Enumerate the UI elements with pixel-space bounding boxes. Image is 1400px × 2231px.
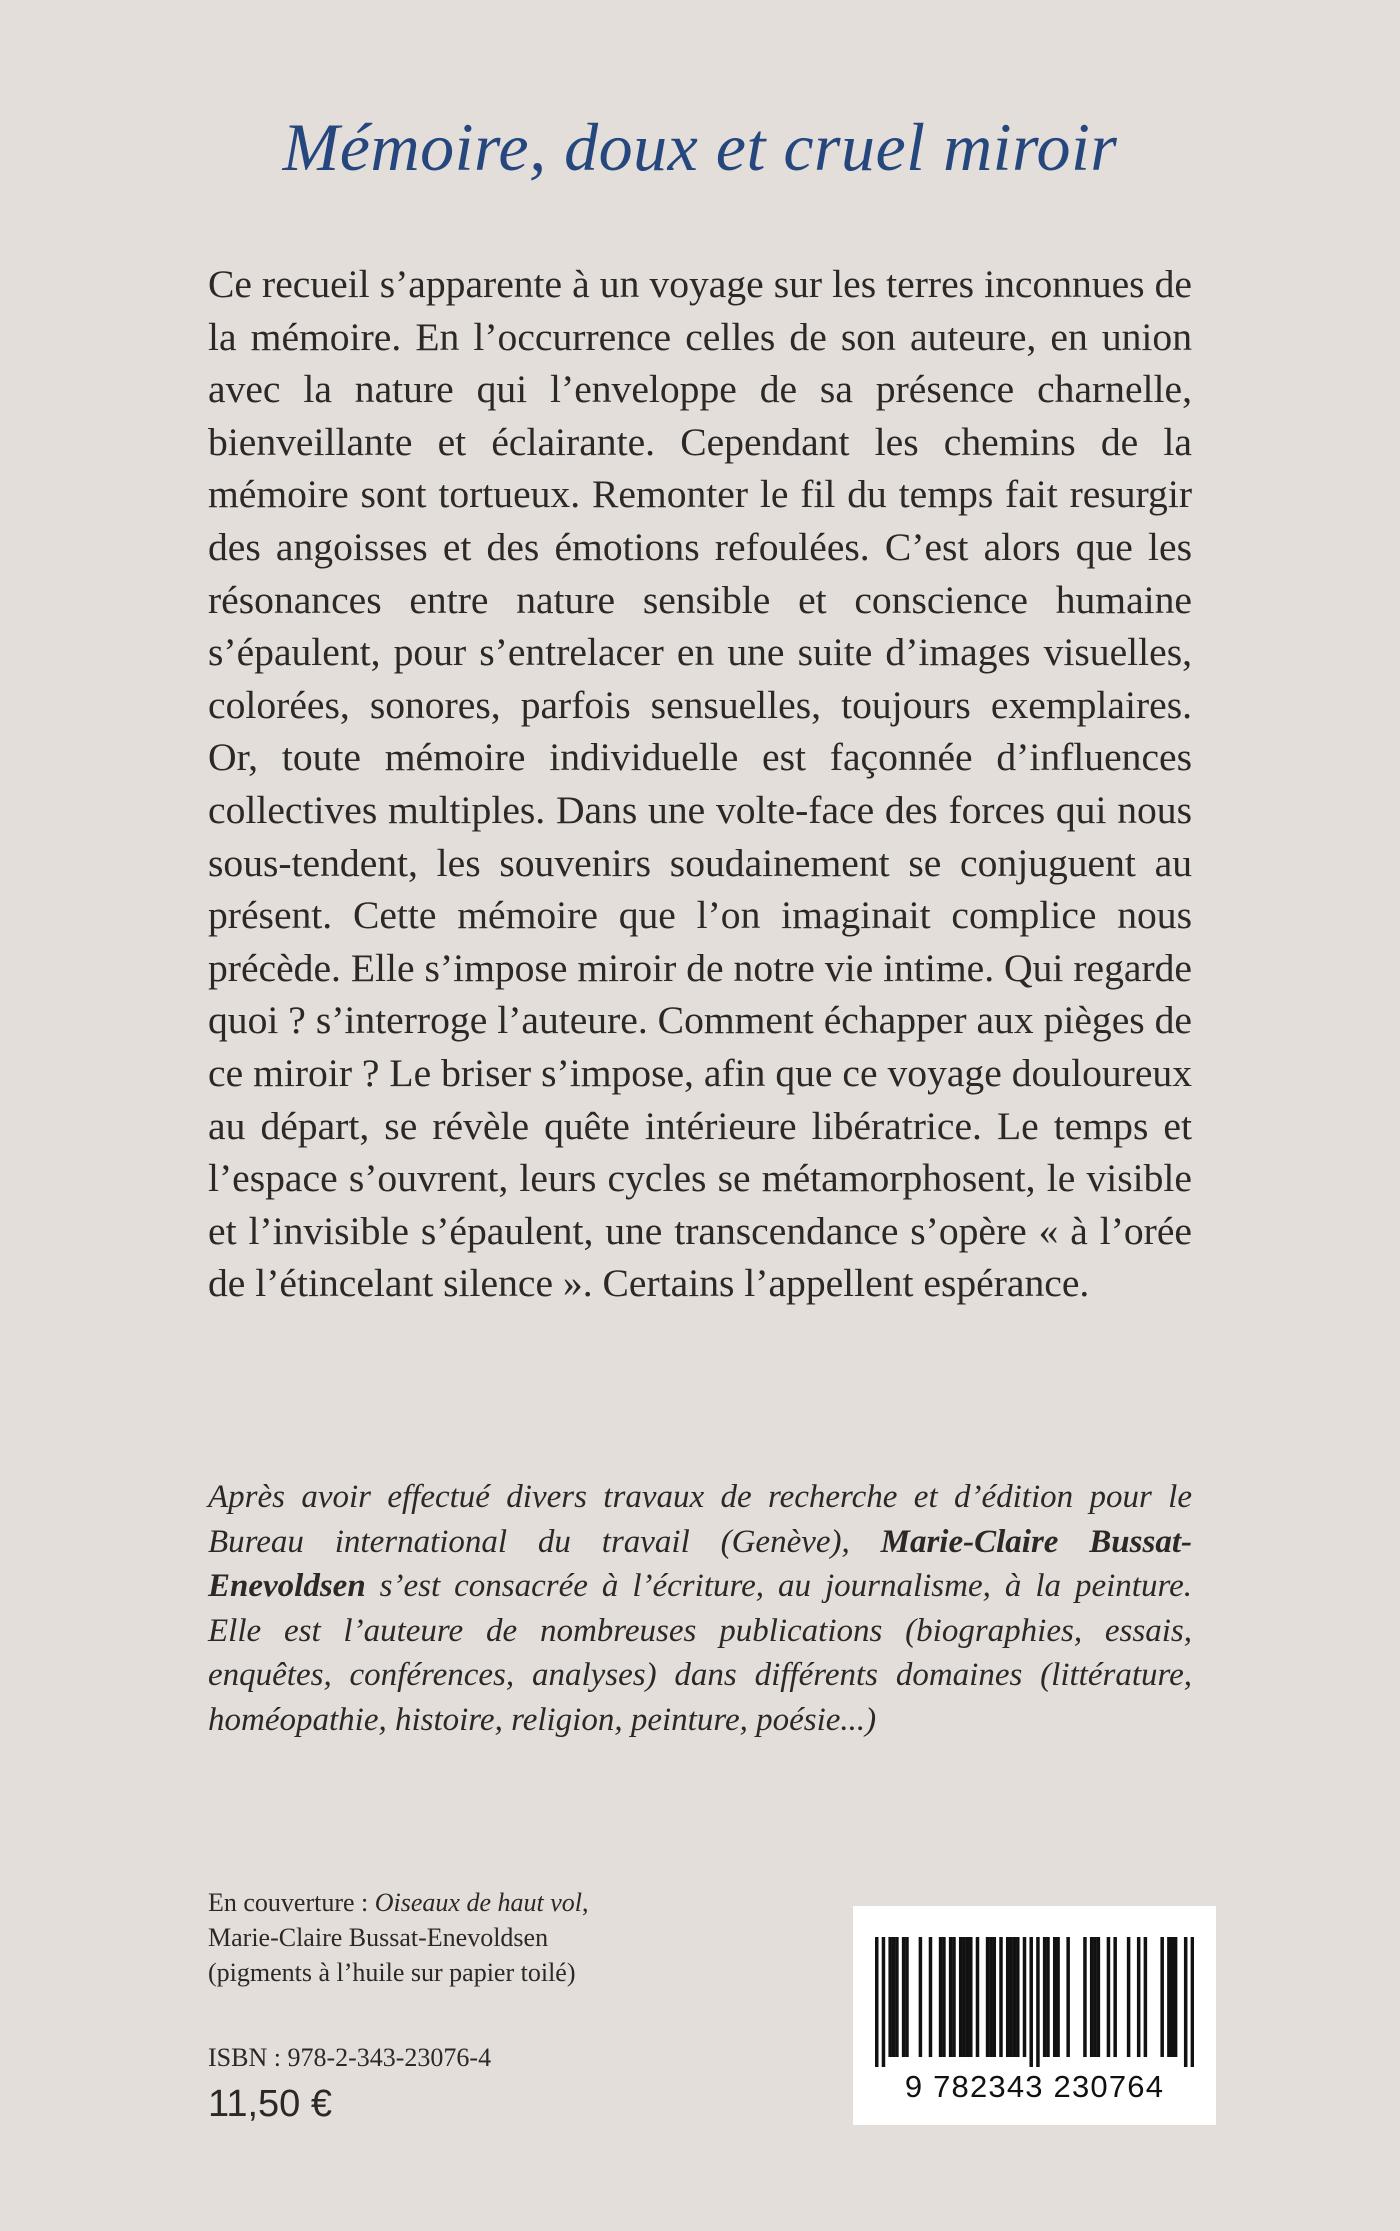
- barcode-bar: [1046, 1937, 1050, 2057]
- barcode-bar: [1191, 1937, 1194, 2067]
- cover-credit: [208, 1885, 808, 1990]
- barcode: [853, 1906, 1216, 2125]
- barcode-bar: [919, 1937, 923, 2057]
- barcode-bar: [1167, 1937, 1171, 2057]
- barcode-bar: [1174, 1937, 1178, 2057]
- price: 11,50 €: [208, 2083, 332, 2125]
- barcode-bar: [1127, 1937, 1131, 2057]
- cover-medium: (pigments à l’huile sur papier toilé): [208, 1958, 576, 1987]
- barcode-bar: [959, 1937, 963, 2057]
- barcode-bar: [1160, 1937, 1164, 2057]
- barcode-bar: [939, 1937, 943, 2057]
- barcode-bar: [1144, 1937, 1148, 2057]
- barcode-bar: [1113, 1937, 1117, 2057]
- barcode-bar: [962, 1937, 966, 2057]
- barcode-bar: [1137, 1937, 1141, 2057]
- barcode-bar: [875, 1937, 879, 2067]
- cover-credit-line: [208, 1885, 808, 1920]
- barcode-bar: [1056, 1937, 1060, 2057]
- barcode-bar: [1009, 1937, 1013, 2057]
- barcode-bar: [1107, 1937, 1111, 2057]
- barcode-bar: [1006, 1937, 1010, 2057]
- barcode-bar: [989, 1937, 993, 2057]
- barcode-bar: [1097, 1937, 1101, 2057]
- barcode-bar: [1090, 1937, 1094, 2057]
- barcode-bars: [875, 1937, 1194, 2067]
- author-bio-rest: s’est consacrée à l’écriture, au journalisme, à la peinture. Elle est l’auteure de nombreuses publications (biographies, essais, enquêtes, conférences, analyses) dans différents domaines (littérature, homéopathie, histoire, religion, peinture, poésie...): [208, 1568, 1192, 1738]
- barcode-bar: [976, 1937, 980, 2057]
- isbn: ISBN : 978-2-343-23076-4: [208, 2043, 492, 2072]
- barcode-bar: [949, 1937, 953, 2057]
- barcode-bar: [1083, 1937, 1087, 2057]
- barcode-bar: [952, 1937, 956, 2057]
- barcode-digits: 9 782343 230764: [904, 2069, 1165, 2104]
- cover-artwork-suffix: ,: [582, 1888, 589, 1917]
- barcode-bar: [969, 1937, 973, 2057]
- barcode-bar: [1170, 1937, 1174, 2057]
- barcode-bar: [993, 1937, 997, 2057]
- barcode-bar: [882, 1937, 886, 2067]
- cover-artwork-title: Oiseaux de haut vol: [374, 1888, 582, 1917]
- barcode-bar: [1184, 1937, 1188, 2067]
- barcode-bar: [1093, 1937, 1097, 2057]
- barcode-bar: [892, 1937, 896, 2057]
- cover-credit-label: En couverture :: [208, 1888, 375, 1917]
- barcode-bar: [966, 1937, 970, 2057]
- book-title: Mémoire, doux et cruel miroir: [282, 109, 1118, 185]
- author-name: Marie-Claire Bussat-Enevoldsen: [208, 1523, 1192, 1604]
- barcode-bar: [1023, 1937, 1027, 2057]
- barcode-bar: [1053, 1937, 1057, 2057]
- barcode-bar: [1043, 1937, 1047, 2057]
- author-bio: [208, 1475, 1192, 1742]
- barcode-bar: [1016, 1937, 1020, 2057]
- book-blurb: Ce recueil s’apparente à un voyage sur les terres inconnues de la mémoire. En l’occurrence celles de son auteure, en union avec la nature qui l’enveloppe de sa présence charnelle, bienveillante et éclairante. Cependant les chemins de la mémoire sont tortueux. Remonter le fil du temps fait resurgir des angoisses et des émotions refoulées. C’est alors que les résonances entre nature sensible et conscience humaine s’épaulent, pour s’entrelacer en une suite d’images visuelles, colorées, sonores, parfois sensuelles, toujours exemplaires. Or, toute mémoire individuelle est façonnée d’influences collectives multiples. Dans une volte-face des forces qui nous sous-tendent, les souvenirs soudainement se conjuguent au présent. Cette mémoire que l’on imaginait complice nous précède. Elle s’impose miroir de notre vie intime. Qui regarde quoi ? s’interroge l’auteure. Comment échapper aux pièges de ce miroir ? Le briser s’impose, afin que ce voyage douloureux au départ, se révèle quête intérieure libératrice. Le temps et l’espace s’ouvrent, leurs cycles se métamorphosent, le visible et l’invisible s’épaulent, une transcendance s’opère « à l’orée de l’étincelant silence ». Certains l’appellent espérance.: [208, 262, 1192, 1306]
- barcode-bar: [1066, 1937, 1070, 2057]
- barcode-bar: [986, 1937, 990, 2057]
- barcode-bar: [902, 1937, 906, 2057]
- barcode-bar: [999, 1937, 1003, 2057]
- barcode-bar: [1036, 1937, 1040, 2067]
- author-bio-intro: Après avoir effectué divers travaux de recherche et d’édition pour le Bureau international du travail (Genève),: [208, 1479, 1192, 1560]
- barcode-bar: [1029, 1937, 1033, 2067]
- cover-artist: Marie-Claire Bussat-Enevoldsen: [208, 1923, 549, 1952]
- barcode-bar: [1013, 1937, 1017, 2057]
- barcode-bar: [905, 1937, 909, 2057]
- barcode-bar: [942, 1937, 946, 2057]
- barcode-bar: [888, 1937, 892, 2057]
- barcode-bar: [895, 1937, 899, 2057]
- barcode-bar: [929, 1937, 933, 2057]
